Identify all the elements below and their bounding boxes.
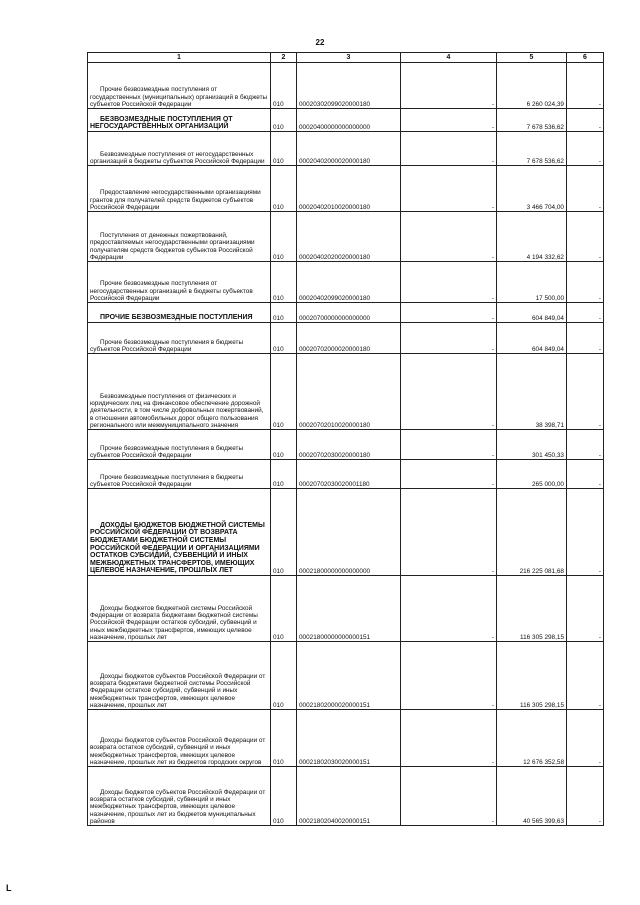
row-kbk: 00020702010020000180	[297, 354, 401, 430]
row-kbk: 00020302099020000180	[297, 63, 401, 109]
row-code: 010	[271, 642, 297, 710]
row-col4: -	[401, 767, 497, 826]
table-row	[88, 430, 604, 460]
row-code: 010	[271, 354, 297, 430]
row-col6: -	[567, 323, 604, 354]
row-col4: -	[401, 262, 497, 303]
row-code: 010	[271, 430, 297, 460]
row-amount: 40 565 399,63	[497, 767, 567, 826]
row-code: 010	[271, 63, 297, 109]
row-name: Доходы бюджетов субъектов Российской Федерации от возврата остатков субсидий, субвенций и иных межбюджетных трансфертов, имеющих целевое назначение, прошлых лет из бюджетов городских округов	[88, 710, 271, 767]
row-col4: -	[401, 354, 497, 430]
row-amount: 265 000,00	[497, 460, 567, 489]
revenue-table	[87, 52, 604, 826]
row-col6: -	[567, 460, 604, 489]
row-col4: -	[401, 576, 497, 642]
row-name: Доходы бюджетов субъектов Российской Федерации от возврата бюджетами бюджетной системы Российской Федерации остатков субсидий, субвенций и иных межбюджетных трансфертов, имеющих целевое назначение, прошлых лет	[88, 642, 271, 710]
row-amount: 604 849,04	[497, 303, 567, 323]
row-col4: -	[401, 109, 497, 132]
column-header-row	[88, 53, 604, 63]
column-header: 3	[297, 53, 401, 63]
row-name: Поступления от денежных пожертвований, предоставляемых негосударственными организациями получателям средств бюджетов субъектов Российской Федерации	[88, 212, 271, 262]
row-name: Прочие безвозмездные поступления от негосударственных организаций в бюджеты субъектов Российской Федерации	[88, 262, 271, 303]
row-name: Прочие безвозмездные поступления в бюджеты субъектов Российской Федерации	[88, 460, 271, 489]
row-code: 010	[271, 489, 297, 576]
row-col4: -	[401, 132, 497, 166]
row-col6: -	[567, 166, 604, 212]
column-header: 2	[271, 53, 297, 63]
row-amount: 7 678 536,62	[497, 109, 567, 132]
row-col6: -	[567, 132, 604, 166]
row-amount: 216 225 081,68	[497, 489, 567, 576]
row-col6: -	[567, 489, 604, 576]
row-kbk: 00021800000000000000	[297, 489, 401, 576]
row-amount: 38 398,71	[497, 354, 567, 430]
row-kbk: 00020402010020000180	[297, 166, 401, 212]
row-amount: 4 194 332,62	[497, 212, 567, 262]
row-kbk: 00020702030020001180	[297, 460, 401, 489]
row-amount: 604 849,04	[497, 323, 567, 354]
row-col4: -	[401, 489, 497, 576]
row-kbk: 00021800000000000151	[297, 576, 401, 642]
row-code: 010	[271, 262, 297, 303]
row-kbk: 00021802000020000151	[297, 642, 401, 710]
column-header: 6	[567, 53, 604, 63]
table-row	[88, 109, 604, 132]
row-col4: -	[401, 430, 497, 460]
row-col6: -	[567, 109, 604, 132]
row-kbk: 00020700000000000000	[297, 303, 401, 323]
row-kbk: 00020402099020000180	[297, 262, 401, 303]
row-kbk: 00021802030020000151	[297, 710, 401, 767]
table-row	[88, 710, 604, 767]
row-name: Доходы бюджетов бюджетной системы Российской Федерации от возврата бюджетами бюджетной системы Российской Федерации остатков субсидий, субвенций и иных межбюджетных трансфертов, имеющих целевое назначение, прошлых лет	[88, 576, 271, 642]
row-kbk: 00021802040020000151	[297, 767, 401, 826]
row-col6: -	[567, 354, 604, 430]
row-kbk: 00020402000020000180	[297, 132, 401, 166]
column-header: 5	[497, 53, 567, 63]
row-name: Прочие безвозмездные поступления от государственных (муниципальных) организаций в бюджеты субъектов Российской Федерации	[88, 63, 271, 109]
row-col6: -	[567, 212, 604, 262]
row-code: 010	[271, 132, 297, 166]
row-name: ПРОЧИЕ БЕЗВОЗМЕЗДНЫЕ ПОСТУПЛЕНИЯ	[88, 303, 271, 323]
row-code: 010	[271, 323, 297, 354]
table-row	[88, 767, 604, 826]
row-col4: -	[401, 303, 497, 323]
row-code: 010	[271, 710, 297, 767]
row-name: Безвозмездные поступления от негосударственных организаций в бюджеты субъектов Российской Федерации	[88, 132, 271, 166]
row-col6: -	[567, 63, 604, 109]
row-col6: -	[567, 767, 604, 826]
row-name: Доходы бюджетов субъектов Российской Федерации от возврата остатков субсидий, субвенций и иных межбюджетных трансфертов, имеющих целевое назначение, прошлых лет из бюджетов муниципальных районов	[88, 767, 271, 826]
row-amount: 17 500,00	[497, 262, 567, 303]
row-kbk: 00020702000020000180	[297, 323, 401, 354]
row-kbk: 00020702030020000180	[297, 430, 401, 460]
table-row	[88, 460, 604, 489]
table-row	[88, 576, 604, 642]
row-kbk: 00020402020020000180	[297, 212, 401, 262]
table-row	[88, 212, 604, 262]
row-amount: 3 466 704,00	[497, 166, 567, 212]
column-header: 1	[88, 53, 271, 63]
row-code: 010	[271, 767, 297, 826]
row-col6: -	[567, 430, 604, 460]
row-code: 010	[271, 166, 297, 212]
row-amount: 6 260 024,39	[497, 63, 567, 109]
row-col4: -	[401, 63, 497, 109]
table-row	[88, 489, 604, 576]
row-col6: -	[567, 303, 604, 323]
row-name: ДОХОДЫ БЮДЖЕТОВ БЮДЖЕТНОЙ СИСТЕМЫ РОССИЙСКОЙ ФЕДЕРАЦИИ ОТ ВОЗВРАТА БЮДЖЕТАМИ БЮДЖЕТНОЙ СИСТЕМЫ РОССИЙСКОЙ ФЕДЕРАЦИИ И ОРГАНИЗАЦИЯМИ ОСТАТКОВ СУБСИДИЙ, СУБВЕНЦИЙ И ИНЫХ МЕЖБЮДЖЕТНЫХ ТРАНСФЕРТОВ, ИМЕЮЩИХ ЦЕЛЕВОЕ НАЗНАЧЕНИЕ, ПРОШЛЫХ ЛЕТ	[88, 489, 271, 576]
table-row	[88, 323, 604, 354]
row-name: Предоставление негосударственными организациями грантов для получателей средств бюджетов субъектов Российской Федерации	[88, 166, 271, 212]
margin-mark: L	[6, 883, 12, 893]
row-code: 010	[271, 212, 297, 262]
row-col4: -	[401, 460, 497, 489]
row-name: Безвозмездные поступления от физических и юридических лиц на финансовое обеспечение дорожной деятельности, в том числе добровольных пожертвований, в отношении автомобильных дорог общего пользования регионального или межмуниципального значения	[88, 354, 271, 430]
row-amount: 12 676 352,58	[497, 710, 567, 767]
row-col4: -	[401, 166, 497, 212]
row-code: 010	[271, 576, 297, 642]
row-amount: 7 678 536,62	[497, 132, 567, 166]
row-amount: 116 305 298,15	[497, 576, 567, 642]
row-col6: -	[567, 576, 604, 642]
table-row	[88, 132, 604, 166]
page-number: 22	[315, 38, 325, 47]
row-col4: -	[401, 323, 497, 354]
column-header: 4	[401, 53, 497, 63]
row-amount: 116 305 298,15	[497, 642, 567, 710]
row-kbk: 00020400000000000000	[297, 109, 401, 132]
table-row	[88, 262, 604, 303]
row-col4: -	[401, 212, 497, 262]
row-name: БЕЗВОЗМЕЗДНЫЕ ПОСТУПЛЕНИЯ ОТ НЕГОСУДАРСТВЕННЫХ ОРГАНИЗАЦИЙ	[88, 109, 271, 132]
row-col6: -	[567, 642, 604, 710]
table-row	[88, 166, 604, 212]
row-code: 010	[271, 303, 297, 323]
row-amount: 301 450,33	[497, 430, 567, 460]
row-code: 010	[271, 460, 297, 489]
table-row	[88, 642, 604, 710]
table-row	[88, 303, 604, 323]
row-col4: -	[401, 642, 497, 710]
row-col6: -	[567, 710, 604, 767]
row-col6: -	[567, 262, 604, 303]
row-code: 010	[271, 109, 297, 132]
table-row	[88, 354, 604, 430]
table-row	[88, 63, 604, 109]
row-name: Прочие безвозмездные поступления в бюджеты субъектов Российской Федерации	[88, 430, 271, 460]
row-name: Прочие безвозмездные поступления в бюджеты субъектов Российской Федерации	[88, 323, 271, 354]
row-col4: -	[401, 710, 497, 767]
